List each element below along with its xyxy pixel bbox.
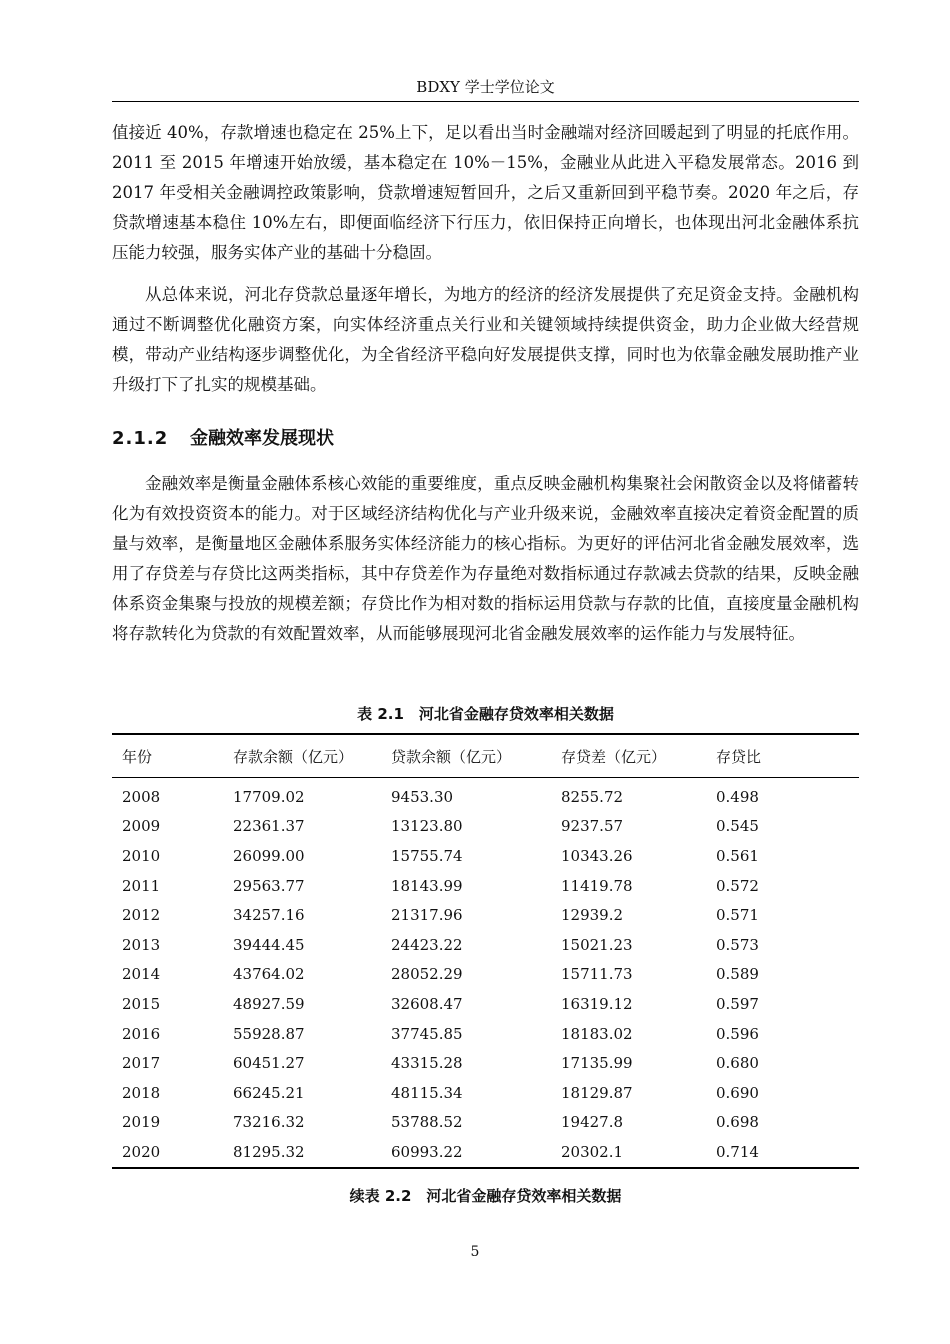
table-cell: 2015 [122, 994, 161, 1013]
table-cell: 39444.45 [233, 935, 305, 954]
section-heading [112, 424, 334, 454]
table-cell: 2009 [122, 817, 161, 836]
table-cell: 11419.78 [561, 876, 633, 895]
table-cell: 0.680 [716, 1054, 759, 1073]
table-cell: 15711.73 [561, 965, 633, 984]
table-cell: 22361.37 [233, 817, 305, 836]
table-cell: 18143.99 [391, 876, 463, 895]
section-title: 金融效率发展现状 [190, 428, 334, 449]
table-cell: 15021.23 [561, 935, 633, 954]
table-cell: 17135.99 [561, 1054, 633, 1073]
table-cell: 43764.02 [233, 965, 305, 984]
table-cell: 20302.1 [561, 1137, 716, 1168]
table-cell: 2012 [122, 906, 161, 925]
table-cell: 0.597 [716, 994, 759, 1013]
column-header: 年份 [112, 734, 233, 778]
table-row [112, 812, 859, 842]
table-row [112, 841, 859, 871]
table-cell: 0.545 [716, 817, 759, 836]
table-cell: 9453.30 [391, 787, 454, 806]
table-cell: 0.596 [716, 1024, 759, 1043]
table-cell: 0.571 [716, 906, 759, 925]
data-table [112, 733, 859, 1169]
table-cell: 0.714 [716, 1137, 859, 1168]
table-row [112, 1048, 859, 1078]
table-cell: 2010 [122, 846, 161, 865]
table-cell: 8255.72 [561, 787, 624, 806]
table-cell: 2019 [122, 1113, 161, 1132]
paragraph-continued: 值接近 40%，存款增速也稳定在 25%上下，足以看出当时金融端对经济回暖起到了明显的托底作用。2011 至 2015 年增速开始放缓，基本稳定在 10%－15%，金融业从此进入平稳发展常态。2016 到 2017 年受相关金融调控政策影响，贷款增速短暂回升，之后又重新回到平稳节奏。2020 年之后，存贷款增速基本稳住 10%左右，即便面临经济下行压力，依旧保持正向增长，也体现出河北金融体系抗压能力较强，服务实体产业的基础十分稳固。 [112, 123, 859, 262]
table-cell: 37745.85 [391, 1024, 463, 1043]
table-cell: 9237.57 [561, 817, 624, 836]
paragraph-efficiency: 金融效率是衡量金融体系核心效能的重要维度，重点反映金融机构集聚社会闲散资金以及将储蓄转化为有效投资资本的能力。对于区域经济结构优化与产业升级来说，金融效率直接决定着资金配置的质量与效率，是衡量地区金融体系服务实体经济能力的核心指标。为更好的评估河北省金融发展效率，选用了存贷差与存贷比这两类指标，其中存贷差作为存量绝对数指标通过存款减去贷款的结果，反映金融体系资金集聚与投放的规模差额；存贷比作为相对数的指标运用贷款与存款的比值，直接度量金融机构将存款转化为贷款的有效配置效率，从而能够展现河北省金融发展效率的运作能力与发展特征。 [112, 474, 859, 643]
table-cell: 10343.26 [561, 846, 633, 865]
table-cell: 24423.22 [391, 935, 463, 954]
table-row [112, 1137, 859, 1168]
header-rule [112, 101, 859, 102]
table-cell: 19427.8 [561, 1113, 624, 1132]
table-row [112, 960, 859, 990]
table-cell: 18129.87 [561, 1083, 633, 1102]
table-cell: 66245.21 [233, 1083, 305, 1102]
table-row [112, 930, 859, 960]
table-cell: 18183.02 [561, 1024, 633, 1043]
table-cell: 15755.74 [391, 846, 463, 865]
table-cell: 16319.12 [561, 994, 633, 1013]
table-cell: 13123.80 [391, 817, 463, 836]
table-cell: 2020 [112, 1137, 233, 1168]
table-cell: 43315.28 [391, 1054, 463, 1073]
table-cell: 0.573 [716, 935, 759, 954]
running-header: BDXY 学士学位论文 [416, 78, 555, 96]
table-cell: 2014 [122, 965, 161, 984]
table-header-row [112, 734, 859, 778]
table-cell: 34257.16 [233, 906, 305, 925]
page-number: 5 [470, 1244, 480, 1260]
table-cell: 0.561 [716, 846, 759, 865]
table-row [112, 1019, 859, 1049]
table-cell: 0.698 [716, 1113, 759, 1132]
paragraph-summary: 从总体来说，河北存贷款总量逐年增长，为地方的经济的经济发展提供了充足资金支持。金融机构通过不断调整优化融资方案，向实体经济重点关行业和关键领域持续提供资金，助力企业做大经营规模，带动产业结构逐步调整优化，为全省经济平稳向好发展提供支撑，同时也为依靠金融发展助推产业升级打下了扎实的规模基础。 [112, 285, 859, 394]
table-cell: 55928.87 [233, 1024, 305, 1043]
table-cell: 26099.00 [233, 846, 305, 865]
table-cell: 53788.52 [391, 1113, 463, 1132]
table-cell: 48927.59 [233, 994, 305, 1013]
table-cell: 0.498 [716, 787, 759, 806]
table-cell: 29563.77 [233, 876, 305, 895]
column-header: 存贷比 [716, 734, 859, 778]
table-cell: 21317.96 [391, 906, 463, 925]
table-cell: 17709.02 [233, 787, 305, 806]
table-row [112, 1078, 859, 1108]
table-row [112, 778, 859, 812]
table-cell: 2016 [122, 1024, 161, 1043]
column-header: 存款余额（亿元） [233, 734, 391, 778]
table-cell: 60451.27 [233, 1054, 305, 1073]
table-caption: 表 2.1 河北省金融存贷效率相关数据 [357, 705, 614, 723]
table-row [112, 900, 859, 930]
column-header: 存贷差（亿元） [561, 734, 716, 778]
table-cell: 2018 [122, 1083, 161, 1102]
table-cell: 2017 [122, 1054, 161, 1073]
table-cell: 32608.47 [391, 994, 463, 1013]
table-cell: 60993.22 [391, 1137, 561, 1168]
table-cell: 2013 [122, 935, 161, 954]
continued-table-caption: 续表 2.2 河北省金融存贷效率相关数据 [349, 1187, 622, 1205]
table-row [112, 871, 859, 901]
table-cell: 0.572 [716, 876, 759, 895]
table-cell: 48115.34 [391, 1083, 463, 1102]
table-row [112, 989, 859, 1019]
table-cell: 12939.2 [561, 906, 624, 925]
table-cell: 0.690 [716, 1083, 759, 1102]
column-header: 贷款余额（亿元） [391, 734, 561, 778]
table-cell: 2008 [122, 787, 161, 806]
table-cell: 73216.32 [233, 1113, 305, 1132]
section-number: 2.1.2 [112, 428, 169, 449]
table-cell: 2011 [122, 876, 161, 895]
table-row [112, 1108, 859, 1138]
table-cell: 28052.29 [391, 965, 463, 984]
table-cell: 81295.32 [233, 1137, 391, 1168]
table-cell: 0.589 [716, 965, 759, 984]
